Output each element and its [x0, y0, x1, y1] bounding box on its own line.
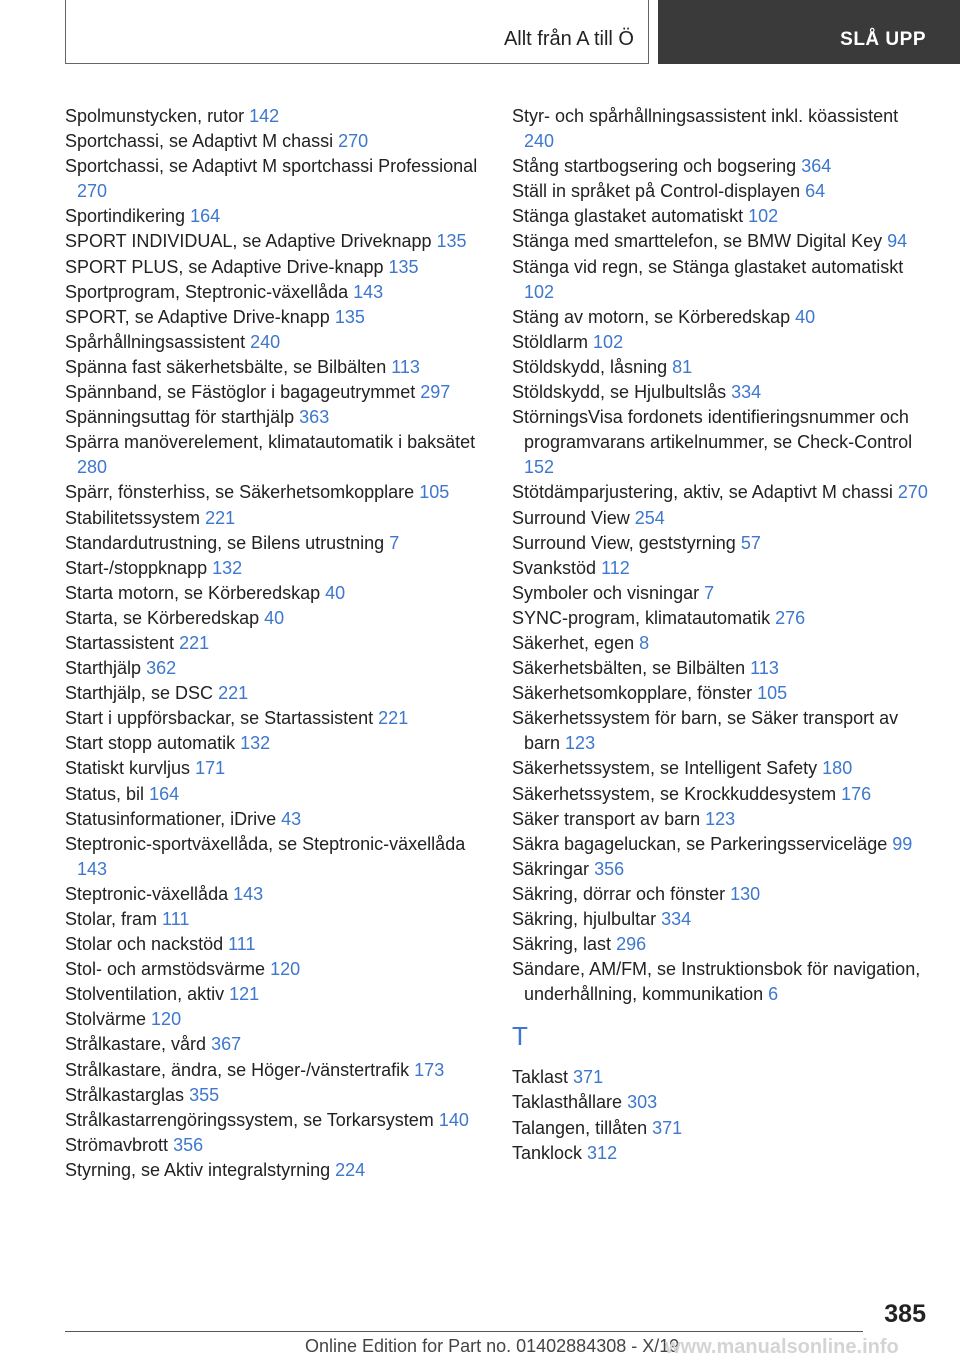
index-entry — [512, 807, 932, 832]
index-entry — [65, 305, 490, 330]
index-entry — [65, 706, 490, 731]
entry-text: Säkerhetsbälten, se Bilbälten — [512, 658, 746, 679]
page-link[interactable]: 111 — [228, 934, 256, 955]
index-entry — [512, 531, 932, 556]
entry-text: Spänna fast säkerhetsbälte, se Bilbälten — [65, 356, 387, 377]
entry-text: Stolar, fram — [65, 909, 158, 929]
index-entry — [512, 706, 932, 756]
page-link[interactable]: 120 — [270, 959, 301, 980]
page-link[interactable]: 40 — [264, 607, 285, 628]
page-link[interactable]: 221 — [378, 708, 409, 729]
page-link[interactable]: 221 — [218, 683, 249, 704]
page-link[interactable]: 140 — [438, 1109, 469, 1130]
page-link[interactable]: 112 — [601, 557, 630, 578]
page-link[interactable]: 221 — [205, 507, 236, 528]
index-entry — [65, 982, 490, 1007]
entry-text: Sportprogram, Steptronic-växellåda — [65, 281, 349, 302]
page-link[interactable]: 240 — [524, 131, 555, 152]
entry-text: Stänga vid regn, se Stänga glastaket automatiskt — [512, 256, 904, 277]
page-link[interactable]: 362 — [146, 658, 177, 679]
entry-text: Stöldlarm — [512, 331, 589, 352]
entry-text: Säkerhetsomkopplare, fönster — [512, 683, 753, 704]
index-entry — [512, 957, 932, 1007]
page-link[interactable]: 270 — [77, 181, 108, 202]
page-link[interactable]: 132 — [240, 733, 271, 754]
entry-text: Sändare, AM/FM, se Instruktionsbok för navigation, underhållning, kommunikation — [512, 959, 921, 1005]
entry-text: Spänningsuttag för starthjälp — [65, 407, 295, 428]
index-entry — [65, 631, 490, 656]
index-entry — [65, 204, 490, 229]
page-link[interactable]: 312 — [587, 1142, 618, 1163]
index-entry — [512, 405, 932, 480]
index-entry — [512, 330, 932, 355]
index-entry — [65, 506, 490, 531]
entry-text: Symboler och visningar — [512, 582, 700, 603]
entry-text: Ställ in språket på Control-displayen — [512, 181, 801, 202]
entry-text: Startassistent — [65, 632, 175, 653]
index-entry — [512, 305, 932, 330]
page-link[interactable]: 171 — [195, 758, 226, 779]
entry-text: Stäng av motorn, se Körberedskap — [512, 306, 791, 327]
index-entry — [512, 255, 932, 305]
page-link[interactable]: 221 — [179, 632, 210, 653]
entry-text: Svankstöd — [512, 557, 597, 578]
entry-text: Stänga med smarttelefon, se BMW Digital Key — [512, 231, 883, 252]
index-entry — [65, 280, 490, 305]
index-column-right — [512, 104, 932, 1166]
index-entry — [65, 932, 490, 957]
entry-text: SPORT PLUS, se Adaptive Drive-knapp — [65, 256, 384, 277]
index-entry — [65, 882, 490, 907]
footer-edition: Online Edition for Part no. 01402884308 - X/19 — [305, 1336, 680, 1356]
index-list-t — [512, 1065, 932, 1165]
page-number: 385 — [884, 1300, 926, 1328]
index-entry — [65, 154, 490, 204]
index-entry — [512, 882, 932, 907]
index-entry — [512, 179, 932, 204]
entry-text: Start-/stoppknapp — [65, 557, 208, 578]
page-link[interactable]: 102 — [748, 206, 779, 227]
page-link[interactable]: 8 — [639, 632, 650, 653]
entry-text: Säkringar — [512, 858, 590, 879]
index-entry — [65, 782, 490, 807]
entry-text: SYNC-program, klimatautomatik — [512, 607, 771, 628]
entry-text: Starthjälp — [65, 658, 142, 679]
index-entry — [65, 731, 490, 756]
page-link[interactable]: 364 — [801, 156, 832, 177]
entry-text: Säkring, last — [512, 934, 612, 955]
page-link[interactable]: 94 — [887, 231, 908, 252]
index-entry — [65, 832, 490, 882]
index-entry — [65, 104, 490, 129]
index-entry — [512, 380, 932, 405]
section-title: Allt från A till Ö — [503, 28, 634, 50]
entry-text: Tanklock — [512, 1142, 583, 1163]
index-entry — [512, 556, 932, 581]
page-link[interactable]: 132 — [212, 557, 243, 578]
page-link[interactable]: 143 — [353, 281, 384, 302]
entry-text: Stolventilation, aktiv — [65, 984, 225, 1005]
index-entry — [512, 229, 932, 254]
page-link[interactable]: 371 — [573, 1067, 604, 1088]
index-entry — [65, 581, 490, 606]
index-entry — [65, 1133, 490, 1158]
index-entry — [65, 355, 490, 380]
page-link[interactable]: 57 — [740, 532, 761, 553]
entry-text: Säkerhetssystem, se Krockkuddesystem — [512, 783, 837, 804]
page-link[interactable]: 371 — [652, 1117, 683, 1138]
lookup-button-label: SLÅ UPP — [840, 29, 926, 50]
index-entry — [512, 832, 932, 857]
index-entry — [65, 1032, 490, 1057]
entry-text: Strålkastarglas — [65, 1084, 185, 1105]
page-link[interactable]: 367 — [211, 1034, 242, 1055]
entry-text: Steptronic-sportväxellåda, se Steptronic-växellåda — [65, 833, 466, 854]
entry-text: Säkra bagageluckan, se Parkeringsserviceläge — [512, 833, 888, 854]
entry-text: Säkring, dörrar och fönster — [512, 883, 726, 904]
page-link[interactable]: 176 — [841, 783, 872, 804]
page-link[interactable]: 40 — [795, 306, 816, 327]
page-link[interactable]: 111 — [162, 909, 190, 929]
page-link[interactable]: 143 — [77, 858, 108, 879]
page-link[interactable]: 113 — [391, 356, 420, 377]
index-entry — [65, 556, 490, 581]
index-entry — [65, 129, 490, 154]
page-link[interactable]: 270 — [897, 482, 928, 503]
entry-text: SPORT INDIVIDUAL, se Adaptive Driveknapp — [65, 231, 432, 252]
page-link[interactable]: 297 — [420, 382, 451, 403]
index-entry — [512, 681, 932, 706]
entry-text: Stång startbogsering och bogsering — [512, 156, 797, 177]
entry-text: Standardutrustning, se Bilens utrustning — [65, 532, 385, 553]
page-link[interactable]: 270 — [338, 131, 369, 152]
entry-text: Stol- och armstödsvärme — [65, 959, 266, 980]
index-entry — [512, 932, 932, 957]
entry-text: Stöldskydd, låsning — [512, 356, 668, 377]
page-link[interactable]: 173 — [414, 1059, 445, 1080]
index-entry — [65, 430, 490, 480]
section-tab — [65, 0, 649, 64]
index-entry — [512, 1116, 932, 1141]
index-entry — [65, 756, 490, 781]
index-entry — [512, 1141, 932, 1166]
page-link[interactable]: 180 — [822, 758, 853, 779]
page-link[interactable]: 123 — [705, 808, 736, 829]
index-entry — [512, 907, 932, 932]
index-entry — [65, 907, 490, 932]
page-link[interactable]: 334 — [731, 382, 762, 403]
entry-text: StörningsVisa fordonets identifieringsnummer och programvarans artikelnummer, se Check-Control — [512, 407, 913, 453]
entry-text: Strålkastare, vård — [65, 1034, 207, 1055]
page-link[interactable]: 276 — [775, 607, 806, 628]
index-entry — [512, 154, 932, 179]
entry-text: Spännband, se Fästöglor i bagageutrymmet — [65, 382, 416, 403]
entry-text: Taklast — [512, 1067, 569, 1088]
section-letter: T — [512, 1021, 528, 1052]
entry-text: Säkring, hjulbultar — [512, 909, 657, 929]
index-entry — [512, 606, 932, 631]
index-entry — [512, 631, 932, 656]
entry-text: Spärr, fönsterhiss, se Säkerhetsomkopplare — [65, 482, 415, 503]
page-link[interactable]: 152 — [524, 457, 555, 478]
page-link[interactable]: 105 — [757, 683, 788, 704]
page-link[interactable]: 164 — [190, 206, 221, 227]
index-entry — [512, 857, 932, 882]
page-link[interactable]: 224 — [335, 1159, 366, 1180]
index-entry — [512, 782, 932, 807]
index-entry — [512, 506, 932, 531]
watermark: www.manualsonline.info — [665, 1336, 899, 1358]
entry-text: Säkerhetssystem för barn, se Säker transport av barn — [512, 708, 899, 754]
entry-text: Statiskt kurvljus — [65, 758, 191, 779]
page-link[interactable]: 240 — [250, 331, 281, 352]
entry-text: Säker transport av barn — [512, 808, 701, 829]
page-link[interactable]: 7 — [389, 532, 400, 553]
entry-text: Spärra manöverelement, klimatautomatik i baksätet — [65, 432, 476, 453]
index-entry — [65, 1058, 490, 1083]
index-entry — [65, 681, 490, 706]
page-link[interactable]: 280 — [77, 457, 108, 478]
index-entry — [512, 1090, 932, 1115]
entry-text: Stabilitetssystem — [65, 507, 201, 528]
index-entry — [65, 531, 490, 556]
index-entry — [512, 1065, 932, 1090]
page-link[interactable]: 296 — [616, 934, 647, 955]
page-link[interactable]: 105 — [419, 482, 450, 503]
entry-text: Säkerhetssystem, se Intelligent Safety — [512, 758, 818, 779]
index-entry — [65, 656, 490, 681]
entry-text: Starta, se Körberedskap — [65, 607, 260, 628]
page-link[interactable]: 334 — [661, 909, 692, 929]
index-entry — [512, 204, 932, 229]
index-entry — [65, 1083, 490, 1108]
index-entry — [512, 656, 932, 681]
page-link[interactable]: 363 — [299, 407, 330, 428]
entry-text: Taklasthållare — [512, 1092, 623, 1113]
index-entry — [512, 355, 932, 380]
page-link[interactable]: 81 — [672, 356, 693, 377]
entry-text: Stänga glastaket automatiskt — [512, 206, 744, 227]
index-entry — [65, 405, 490, 430]
entry-text: Stötdämparjustering, aktiv, se Adaptivt M chassi — [512, 482, 893, 503]
page-link[interactable]: 254 — [634, 507, 665, 528]
entry-text: Starta motorn, se Körberedskap — [65, 582, 321, 603]
entry-text: Steptronic-växellåda — [65, 883, 229, 904]
page-link[interactable]: 142 — [249, 106, 280, 126]
entry-text: Starthjälp, se DSC — [65, 683, 214, 704]
page-link[interactable]: 356 — [173, 1134, 204, 1155]
index-entry — [512, 480, 932, 505]
entry-text: Stöldskydd, se Hjulbultslås — [512, 382, 727, 403]
index-entry — [512, 104, 932, 154]
lookup-button[interactable] — [658, 0, 960, 64]
entry-text: Stolvärme — [65, 1009, 147, 1030]
page-link[interactable]: 130 — [730, 883, 761, 904]
entry-text: Statusinformationer, iDrive — [65, 808, 277, 829]
entry-text: Spårhållningsassistent — [65, 331, 246, 352]
index-entry — [65, 807, 490, 832]
page-link[interactable]: 7 — [704, 582, 715, 603]
entry-text: Surround View, geststyrning — [512, 532, 736, 553]
index-entry — [65, 1158, 490, 1183]
entry-text: Strömavbrott — [65, 1134, 169, 1155]
index-entry — [65, 1108, 490, 1133]
page-link[interactable]: 303 — [627, 1092, 658, 1113]
page-link[interactable]: 143 — [233, 883, 264, 904]
entry-text: Strålkastarrengöringssystem, se Torkarsystem — [65, 1109, 434, 1130]
entry-text: Start stopp automatik — [65, 733, 236, 754]
entry-text: Surround View — [512, 507, 630, 528]
entry-text: Stolar och nackstöd — [65, 934, 224, 955]
entry-text: Strålkastare, ändra, se Höger-/vänstertrafik — [65, 1059, 410, 1080]
page-link[interactable]: 64 — [805, 181, 826, 202]
page-link[interactable]: 6 — [768, 984, 779, 1005]
entry-text: Styr- och spårhållningsassistent inkl. köassistent — [512, 106, 899, 126]
page-link[interactable]: 135 — [436, 231, 467, 252]
index-entry — [65, 1007, 490, 1032]
entry-text: Status, bil — [65, 783, 145, 804]
entry-text: Start i uppförsbackar, se Startassistent — [65, 708, 374, 729]
page-link[interactable]: 120 — [151, 1009, 182, 1030]
entry-text: Sportchassi, se Adaptivt M chassi — [65, 131, 334, 152]
page-link[interactable]: 356 — [594, 858, 625, 879]
page-link[interactable]: 43 — [281, 808, 302, 829]
index-entry — [65, 229, 490, 254]
index-entry — [65, 255, 490, 280]
entry-text: Styrning, se Aktiv integralstyrning — [65, 1159, 331, 1180]
index-entry — [512, 581, 932, 606]
page-link[interactable]: 135 — [388, 256, 419, 277]
page-link[interactable]: 113 — [750, 658, 779, 679]
entry-text: Spolmunstycken, rutor — [65, 106, 245, 126]
index-column-left — [65, 104, 490, 1183]
page-link[interactable]: 123 — [565, 733, 596, 754]
index-entry — [65, 480, 490, 505]
index-entry — [65, 957, 490, 982]
page-link[interactable]: 355 — [189, 1084, 220, 1105]
page-link[interactable]: 99 — [892, 833, 913, 854]
index-entry — [65, 606, 490, 631]
page-link[interactable]: 121 — [229, 984, 260, 1005]
index-list-s — [512, 104, 932, 1007]
entry-text: Talangen, tillåten — [512, 1117, 648, 1138]
page-link[interactable]: 135 — [334, 306, 365, 327]
page-link[interactable]: 164 — [149, 783, 180, 804]
footer-divider — [65, 1331, 863, 1332]
entry-text: Sportchassi, se Adaptivt M sportchassi Professional — [65, 156, 478, 177]
index-entry — [65, 330, 490, 355]
entry-text: Säkerhet, egen — [512, 632, 635, 653]
index-entry — [512, 756, 932, 781]
page-link[interactable]: 102 — [593, 331, 624, 352]
index-entry — [65, 380, 490, 405]
page-link[interactable]: 40 — [325, 582, 346, 603]
entry-text: SPORT, se Adaptive Drive-knapp — [65, 306, 330, 327]
page-link[interactable]: 102 — [524, 281, 555, 302]
entry-text: Sportindikering — [65, 206, 186, 227]
